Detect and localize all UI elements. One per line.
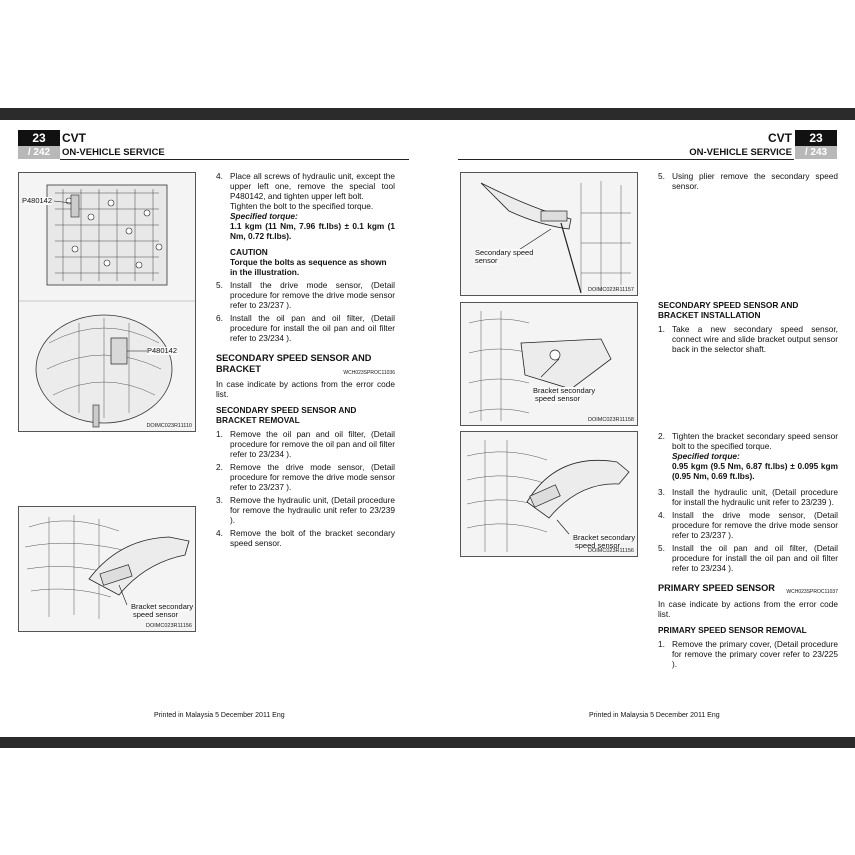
- sub-heading: SECONDARY SPEED SENSOR AND BRACKET INSTALLATION: [658, 300, 799, 320]
- step-number: 6.: [216, 313, 223, 323]
- figure-secondary-sensor: [460, 172, 638, 296]
- figure-bracket-bolt: [18, 506, 196, 632]
- bracket-sensor-illustration: [461, 303, 638, 426]
- step-item: [216, 313, 395, 343]
- install-steps-list: [658, 487, 838, 573]
- section-heading: PRIMARY SPEED SENSOR WCH023SPROC11037: [658, 583, 838, 594]
- torque-value: 1.1 kgm (11 Nm, 7.96 ft.lbs) ± 0.1 kgm (1 Nm, 0.72 ft.lbs).: [230, 221, 395, 241]
- step-number: 1.: [658, 638, 665, 649]
- step-number: 2.: [216, 462, 223, 472]
- torque-label: Specified torque:: [230, 211, 298, 221]
- step-text: Tighten the bracket secondary speed sensor bolt to the specified torque.: [672, 431, 838, 451]
- figure-label-line2: speed sensor: [575, 541, 621, 550]
- left-page: [0, 120, 427, 737]
- step-text: Install the oil pan and oil filter, (Detail procedure for install the oil pan and oil filter refer to 23/234 ).: [230, 313, 395, 343]
- step-number: 3.: [216, 495, 223, 505]
- chapter-title: CVT: [768, 131, 792, 145]
- caution-title: CAUTION: [230, 247, 268, 257]
- step-text: Take a new secondary speed sensor, connect wire and slide bracket output sensor back in the selector shaft.: [672, 324, 838, 354]
- figure-code: DOIMC023R11157: [588, 287, 634, 293]
- step-item: [658, 487, 838, 507]
- header-rule: [60, 159, 409, 160]
- figure-label-line2: speed sensor: [535, 394, 581, 403]
- step-item: [658, 324, 838, 354]
- figure-label-line1: Bracket secondary: [131, 602, 194, 611]
- step-text: Install the drive mode sensor, (Detail procedure for remove the drive mode sensor refer to 23/237 ).: [672, 510, 838, 540]
- step-text: Remove the drive mode sensor, (Detail procedure for remove the drive mode sensor refer to 23/237 ).: [230, 462, 395, 492]
- step-text: Remove the primary cover, (Detail procedure for remove the primary cover refer to 23/225 ).: [672, 638, 838, 669]
- step-item: [658, 510, 838, 540]
- step-text: Install the hydraulic unit, (Detail procedure for install the hydraulic unit refer to 23/239 ).: [672, 487, 838, 507]
- figure-code: DOIMC023R11156: [146, 623, 192, 629]
- step-number: 4.: [216, 171, 223, 181]
- figure-code: DOIMC023R11110: [146, 423, 192, 429]
- caution-block: [216, 247, 395, 277]
- page-number: / 242: [18, 146, 60, 159]
- step-text: Remove the hydraulic unit, (Detail procedure for remove the hydraulic unit refer to 23/239 ).: [230, 495, 395, 525]
- page-footer: Printed in Malaysia 5 December 2011 Eng: [154, 712, 285, 719]
- right-page: [428, 120, 855, 737]
- step-number: 5.: [658, 543, 665, 553]
- caution-text: Torque the bolts as sequence as shown in the illustration.: [230, 257, 387, 277]
- step-item: [216, 171, 395, 241]
- sub-heading: PRIMARY SPEED SENSOR REMOVAL: [658, 624, 807, 635]
- figure-label-line1: Bracket secondary: [533, 386, 596, 395]
- step-item: [216, 462, 395, 492]
- right-text-column-install: [658, 300, 838, 357]
- step-text: Using plier remove the secondary speed sensor.: [672, 171, 838, 191]
- figure-bracket-sensor: [460, 302, 638, 426]
- removal-steps-list: [216, 429, 395, 548]
- figure-callout-tool-2: P480142: [147, 346, 178, 355]
- step-item: [216, 495, 395, 525]
- figure-code: DOIMC023R11156: [588, 548, 634, 554]
- section-title: ON-VEHICLE SERVICE: [62, 147, 165, 158]
- intro-paragraph: In case indicate by actions from the error code list.: [216, 379, 395, 399]
- chapter-number: 23: [18, 130, 60, 146]
- step-item: [658, 171, 838, 191]
- section-title: ON-VEHICLE SERVICE: [689, 147, 792, 158]
- step-item: [658, 431, 838, 481]
- sub-heading: SECONDARY SPEED SENSOR AND BRACKET REMOVAL: [216, 405, 357, 425]
- section-heading: SECONDARY SPEED SENSOR AND BRACKET WCH023SPROC11036: [216, 353, 395, 374]
- figure-bracket-tighten: [460, 431, 638, 557]
- step-text: Place all screws of hydraulic unit, except the upper left one, remove the special tool P480142, and tighten upper left bolt.: [230, 171, 395, 201]
- figure-code: DOIMC023R11158: [588, 417, 634, 423]
- step-text-2: Tighten the bolt to the specified torque.: [230, 201, 374, 211]
- figure-label-line2: sensor: [475, 256, 498, 265]
- step-item: [216, 528, 395, 548]
- torque-value: 0.95 kgm (9.5 Nm, 6.87 ft.lbs) ± 0.095 kgm (0.95 Nm, 0.69 ft.lbs).: [672, 461, 838, 481]
- chapter-number: 23: [795, 130, 837, 146]
- intro-paragraph: In case indicate by actions from the error code list.: [658, 598, 838, 619]
- step-item: [216, 429, 395, 459]
- section-code: WCH023SPROC11037: [786, 589, 838, 595]
- header-rule: [458, 159, 794, 160]
- step-text: Install the oil pan and oil filter, (Detail procedure for install the oil pan and oil filter refer to 23/234 ).: [672, 543, 838, 573]
- figure-hydraulic-unit: [18, 172, 196, 432]
- step-text: Remove the bolt of the bracket secondary speed sensor.: [230, 528, 395, 548]
- top-dark-band: [0, 108, 855, 120]
- step-number: 5.: [216, 280, 223, 290]
- step-number: 4.: [658, 510, 665, 520]
- step-item: [216, 280, 395, 310]
- step-number: 1.: [658, 324, 665, 334]
- step-number: 1.: [216, 429, 223, 439]
- figure-label-line2: speed sensor: [133, 610, 179, 619]
- right-text-column-top: [658, 171, 838, 194]
- left-text-column: [216, 171, 395, 551]
- step-text: Install the drive mode sensor, (Detail procedure for remove the drive mode sensor refer to 23/237 ).: [230, 280, 395, 310]
- step-item: [658, 543, 838, 573]
- figure-label-line1: Bracket secondary: [573, 533, 636, 542]
- step-text: Remove the oil pan and oil filter, (Detail procedure for remove the oil pan and oil filter refer to 23/234 ).: [230, 429, 395, 459]
- step-number: 3.: [658, 487, 665, 497]
- bottom-dark-band: [0, 737, 855, 748]
- step-number: 5.: [658, 171, 665, 181]
- right-text-column-bottom: [658, 431, 838, 672]
- chapter-title: CVT: [62, 131, 86, 145]
- figure-callout-tool: P480142: [22, 196, 53, 205]
- figure-label-line1: Secondary speed: [475, 248, 534, 257]
- secondary-sensor-illustration: [461, 173, 638, 296]
- page-number: / 243: [795, 146, 837, 159]
- page-footer: Printed in Malaysia 5 December 2011 Eng: [589, 712, 720, 719]
- section-code: WCH023SPROC11036: [343, 369, 395, 376]
- hydraulic-unit-illustration: [19, 173, 196, 432]
- step-item: [658, 639, 838, 669]
- step-number: 2.: [658, 431, 665, 441]
- torque-label: Specified torque:: [672, 451, 740, 461]
- step-number: 4.: [216, 528, 223, 538]
